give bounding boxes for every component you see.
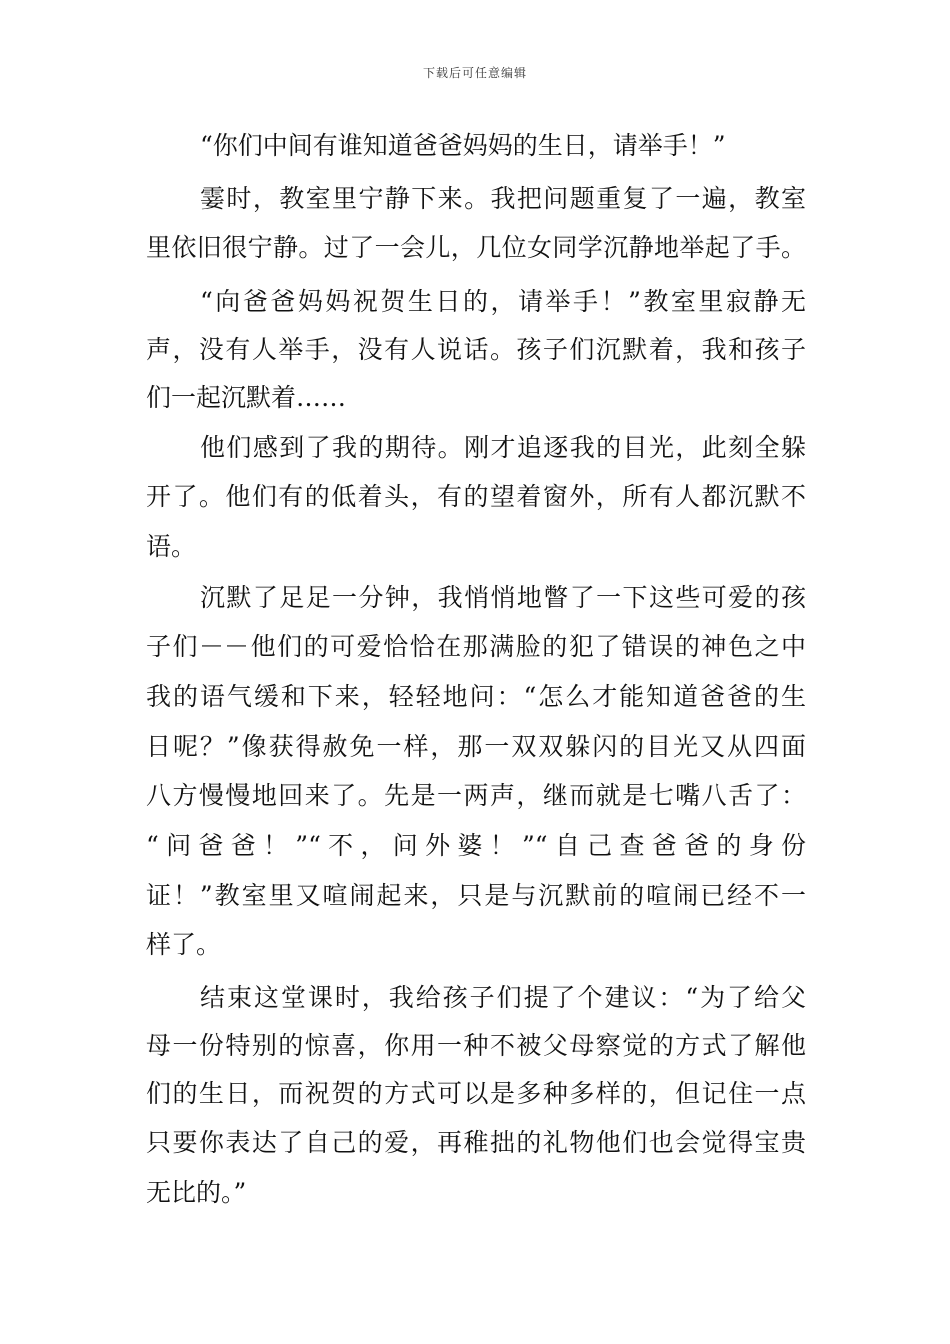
text-line: 子们－－他们的可爱恰恰在那满脸的犯了错误的神色之中 (146, 632, 806, 661)
text-line: 结束这堂课时，我给孩子们提了个建议：“为了给父 (200, 983, 806, 1012)
text-line: 开了。他们有的低着头，有的望着窗外，所有人都沉默不 (146, 482, 806, 511)
text-line: “问爸爸！”“不，问外婆！”“自己查爸爸的身份 (146, 831, 806, 860)
text-line: “向爸爸妈妈祝贺生日的，请举手！”教室里寂静无 (200, 287, 806, 316)
text-line: 只要你表达了自己的爱，再稚拙的礼物他们也会觉得宝贵 (146, 1128, 806, 1157)
text-line: 我的语气缓和下来，轻轻地问：“怎么才能知道爸爸的生 (146, 682, 806, 711)
text-line: 语。 (146, 532, 197, 561)
text-line: 们一起沉默着…… (146, 383, 347, 412)
text-line: 霎时，教室里宁静下来。我把问题重复了一遍，教室 (200, 184, 806, 213)
text-line: 无比的。” (146, 1178, 247, 1207)
text-line: 样了。 (146, 930, 222, 959)
text-line: 声，没有人举手，没有人说话。孩子们沉默着，我和孩子 (146, 335, 806, 364)
text-line: 沉默了足足一分钟，我悄悄地瞥了一下这些可爱的孩 (200, 583, 806, 612)
text-line: 母一份特别的惊喜，你用一种不被父母察觉的方式了解他 (146, 1031, 806, 1060)
text-line: 他们感到了我的期待。刚才追逐我的目光，此刻全躲 (200, 433, 806, 462)
text-line: 日呢？”像获得赦免一样，那一双双躲闪的目光又从四面 (146, 732, 806, 761)
page-header: 下载后可任意编辑 (422, 66, 527, 80)
text-line: 里依旧很宁静。过了一会儿，几位女同学沉静地举起了手。 (146, 233, 806, 262)
text-line: 证！”教室里又喧闹起来，只是与沉默前的喧闹已经不一 (146, 881, 806, 910)
text-line: 八方慢慢地回来了。先是一两声，继而就是七嘴八舌了： (146, 781, 806, 810)
text-line: “你们中间有谁知道爸爸妈妈的生日，请举手！” (200, 131, 726, 160)
text-line: 们的生日，而祝贺的方式可以是多种多样的，但记住一点 (146, 1079, 806, 1108)
